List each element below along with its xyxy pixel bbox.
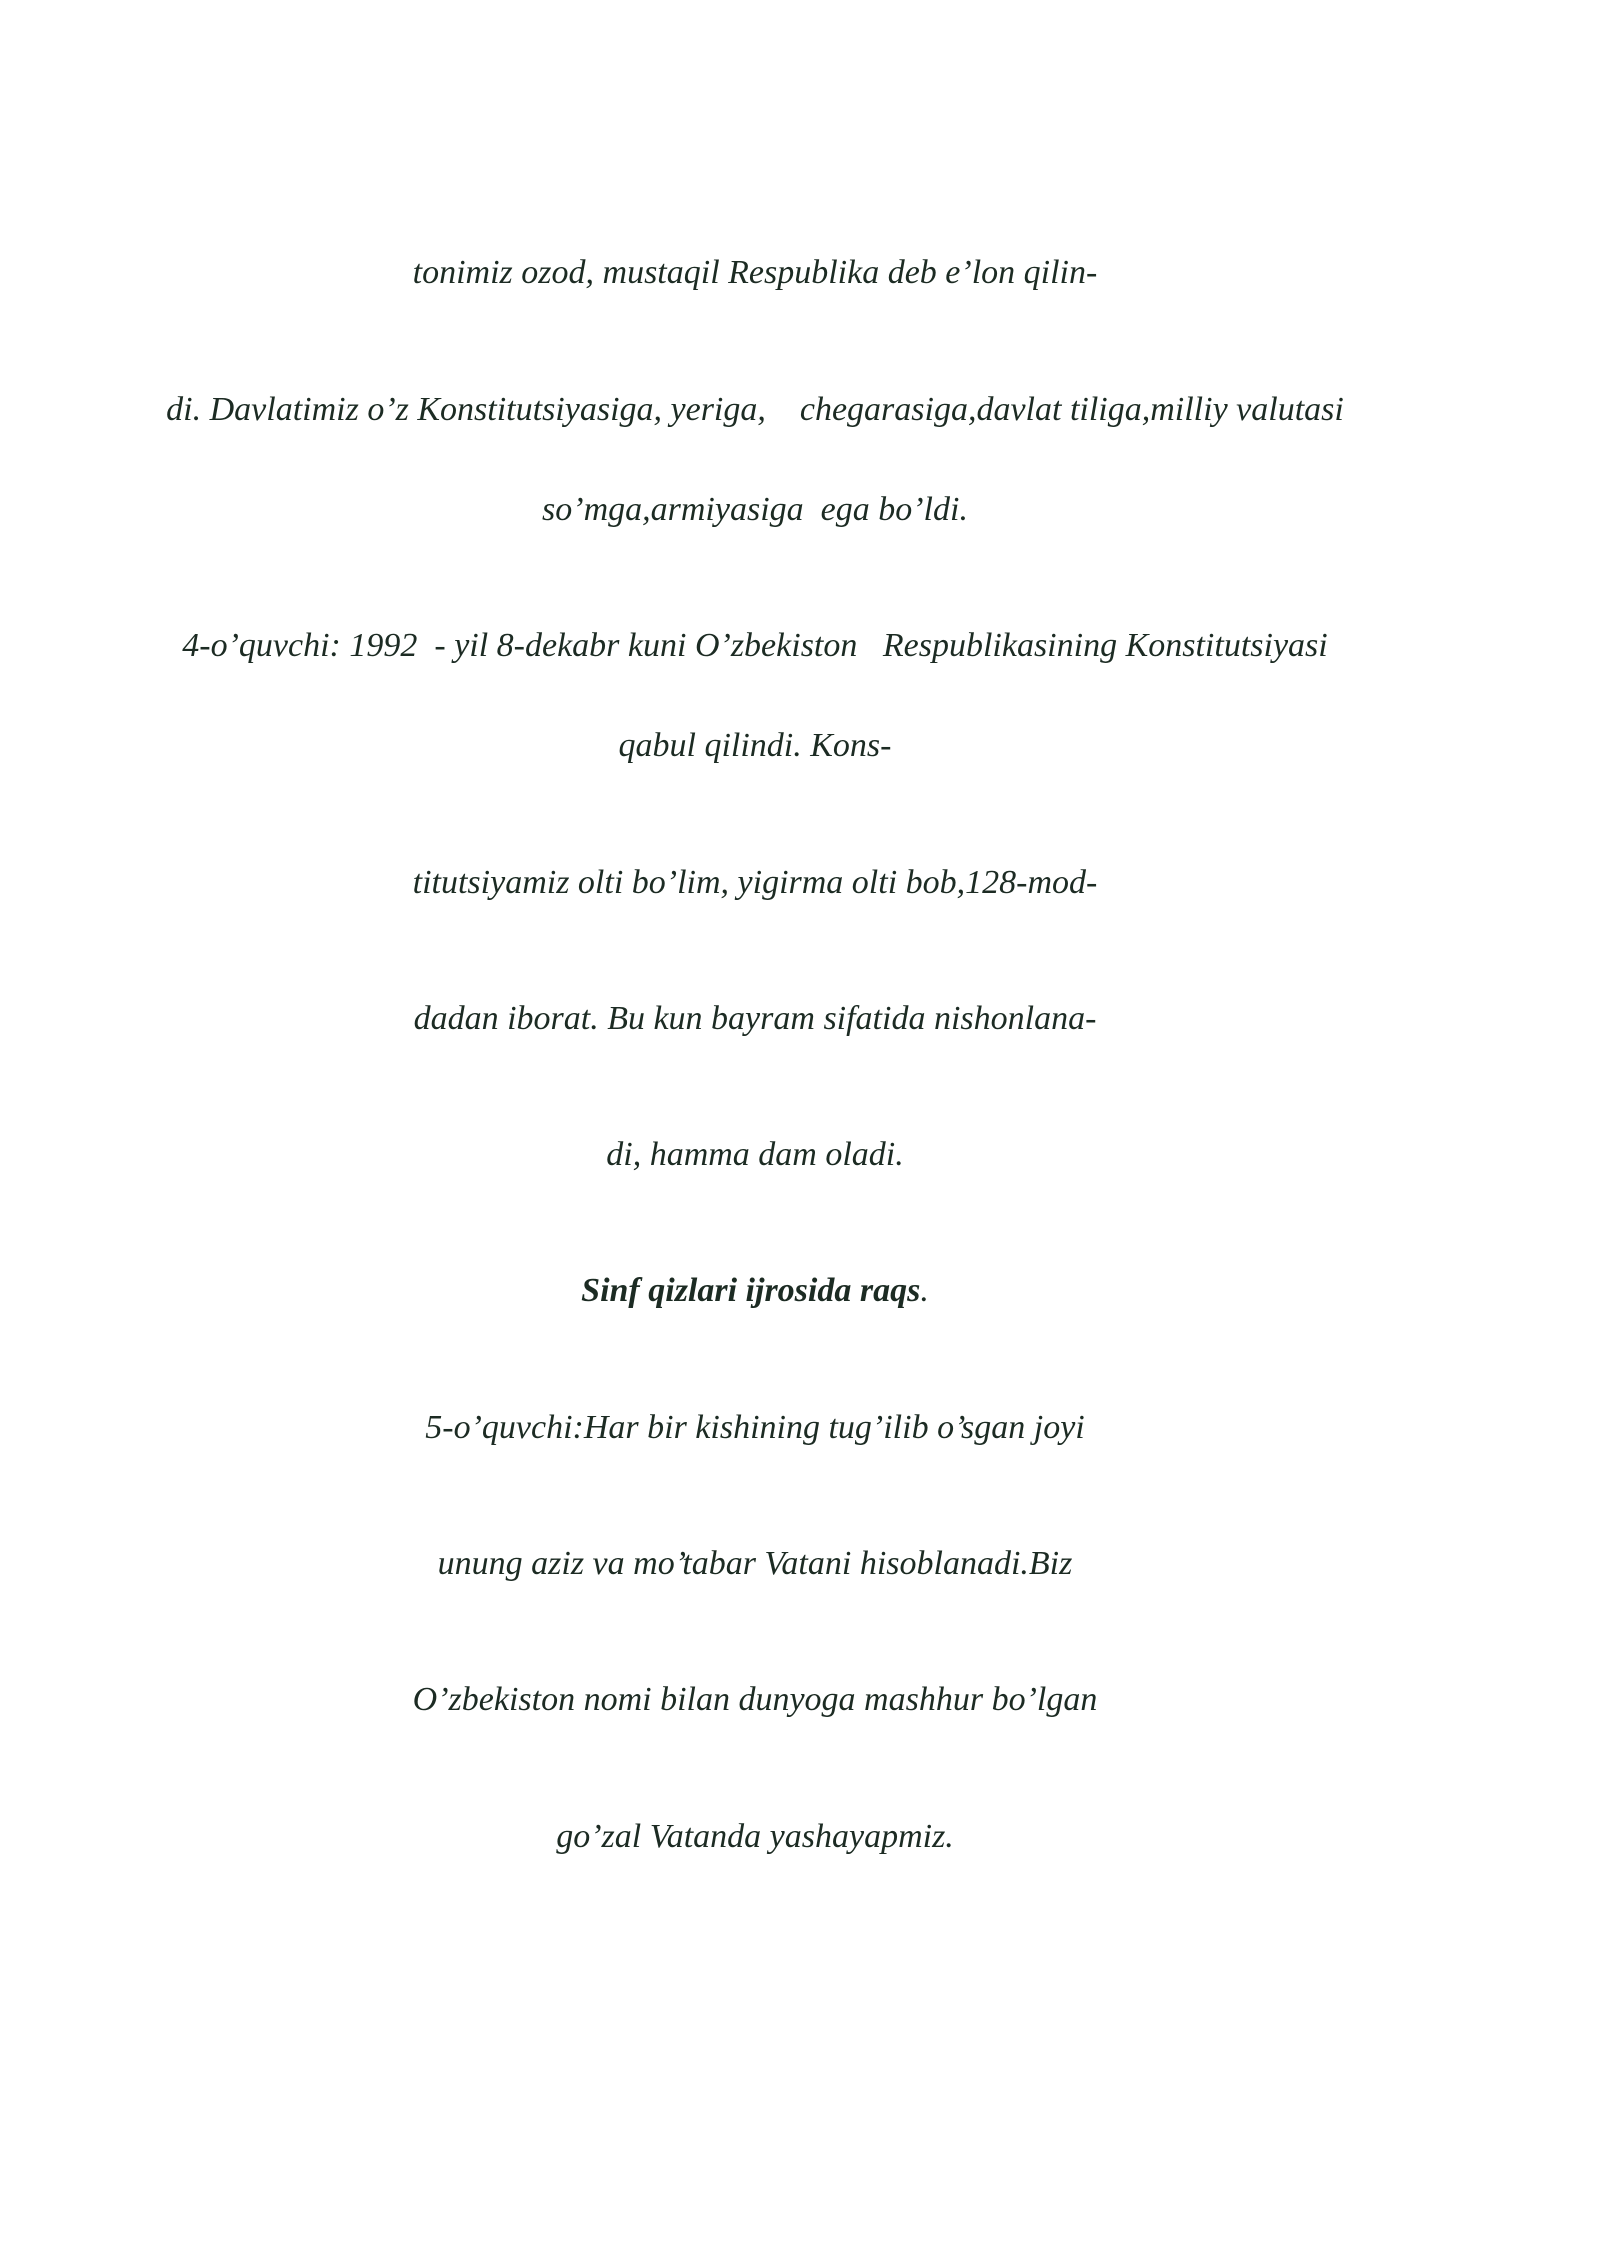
text-line-1: tonimiz ozod, mustaqil Respublika deb e’lon qilin-: [412, 254, 1098, 291]
text-line-11: unung aziz va mo’tabar Vatani hisoblanadi.Biz: [437, 1545, 1073, 1582]
text-line-7: dadan iborat. Bu kun bayram sifatida nishonlana-: [413, 1000, 1097, 1037]
text-line-8: di, hamma dam oladi.: [606, 1136, 904, 1173]
text-line-3: so’mga,armiyasiga ega bo’ldi.: [542, 491, 968, 528]
text-line-4: 4-o’quvchi: 1992 - yil 8-dekabr kuni O’zbekiston Respublikasining Konstitutsiyasi: [182, 627, 1328, 664]
section-heading-text: Sinf qizlari ijrosida raqs: [581, 1272, 921, 1309]
section-heading: [0, 1271, 1510, 1311]
text-line-2: di. Davlatimiz o’z Konstitutsiyasiga, yeriga, chegarasiga,davlat tiliga,milliy valutasi: [166, 391, 1344, 428]
text-line-10: 5-o’quvchi:Har bir kishining tug’ilib o’sgan joyi: [425, 1409, 1085, 1446]
text-line-6: titutsiyamiz olti bo’lim, yigirma olti bob,128-mod-: [412, 864, 1098, 901]
section-heading-period: .: [920, 1272, 929, 1309]
text-line-12: O’zbekiston nomi bilan dunyoga mashhur bo’lgan: [412, 1681, 1098, 1718]
text-line-13: go’zal Vatanda yashayapmiz.: [556, 1818, 954, 1855]
text-line-5: qabul qilindi. Kons-: [618, 727, 892, 764]
